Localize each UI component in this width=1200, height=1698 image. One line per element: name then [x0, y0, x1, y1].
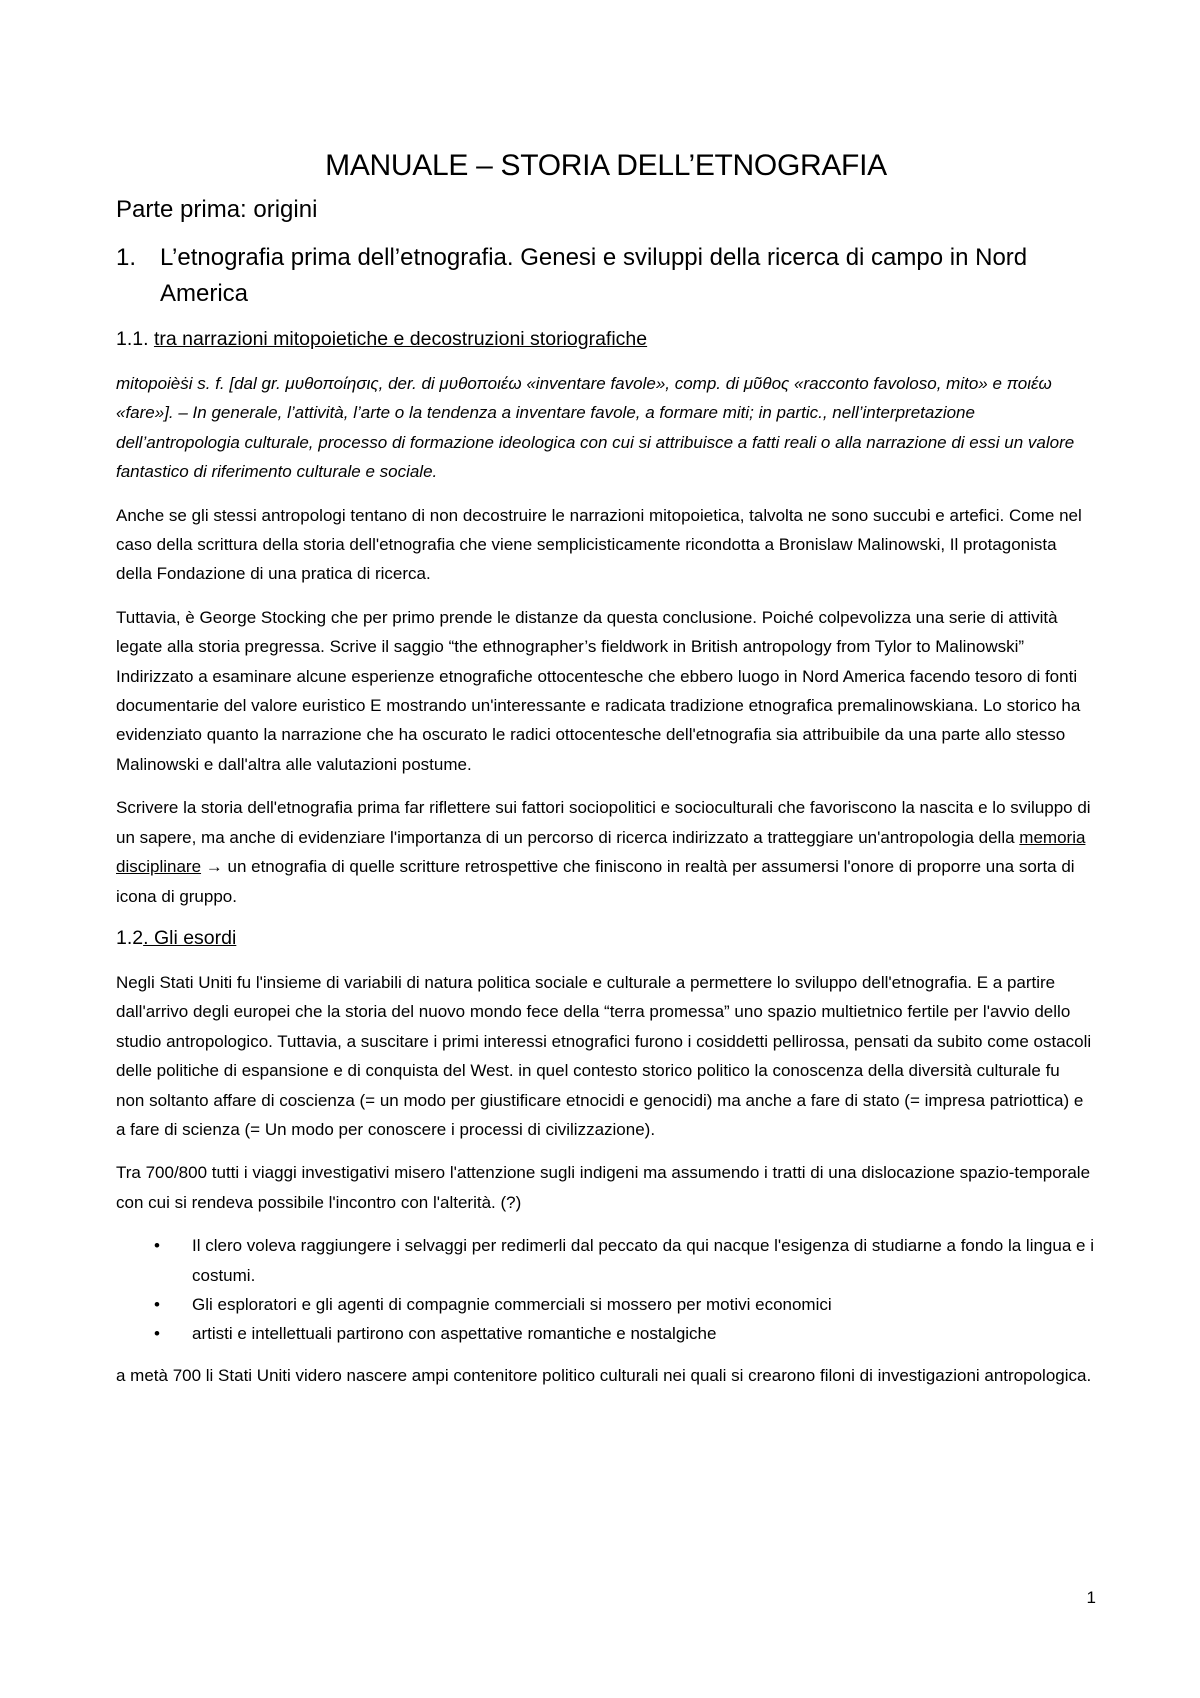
section-number: 1.2: [116, 926, 144, 949]
paragraph: Negli Stati Uniti fu l'insieme di variabili di natura politica sociale e culturale a permettere lo sviluppo dell'etnografia. E a partire dall'arrivo degli europei che la storia del nuovo mondo fece della “terra promessa” uno spazio multietnico fertile per l'avvio dello studio antropologico. Tuttavia, a suscitare i primi interessi etnografici furono i cosiddetti pellirossa, pensati da subito come ostacoli delle politiche di espansione e di conquista del West. in quel contesto storico politico la conoscenza della diversità culturale fu non soltanto affare di coscienza (= un modo per giustificare etnocidi e genocidi) ma anche a fare di stato (= impresa patriottica) e a fare di scienza (= Un modo per conoscere i processi di civilizzazione).: [116, 972, 1092, 1139]
paragraph: [116, 793, 1096, 911]
chapter-heading: [116, 240, 1096, 312]
paragraph: a metà 700 li Stati Uniti videro nascere ampi contenitore politico culturali nei quali si crearono filoni di investigazioni antropologica.: [116, 1365, 1092, 1385]
section-heading-1-2: [116, 925, 1096, 952]
section-title: . Gli esordi: [143, 926, 237, 949]
memoria-disciplinare-term: memoria disciplinare: [116, 827, 1086, 877]
list-item-text: Il clero voleva raggiungere i selvaggi per redimerli dal peccato da qui nacque l'esigenza di studiarne a fondo la lingua e i costumi.: [192, 1236, 1094, 1285]
arrow-right-icon: →: [201, 857, 228, 877]
document-title: MANUALE – STORIA DELL’ETNOGRAFIA: [325, 149, 887, 182]
list-item-text: artisti e intellettuali partirono con aspettative romantiche e nostalgiche: [192, 1324, 717, 1344]
chapter-number: 1.: [116, 244, 137, 271]
section-heading-1-1: [116, 326, 1096, 353]
bullet-icon: •: [154, 1294, 160, 1314]
paragraph-text: un etnografia di quelle scritture retrospettive che finiscono in realtà per assumersi l'onore di proporre una sorta di icona di gruppo.: [116, 857, 1075, 906]
definition-paragraph: mitopoièṡi s. f. [dal gr. μυθοποίησις, der. di μυθοποιέω «inventare favole», comp. di μῦθος «racconto favoloso, mito» e ποιέω «fare»]. – In generale, l’attività, l’arte o la tendenza a inventare favole, a formare miti; in partic., nell’interpretazione dell’antropologia culturale, processo di formazione ideologica con cui si attribuisce a fatti reali o alla narrazione di essi un valore fantastico di riferimento culturale e sociale.: [116, 374, 1075, 482]
page-content: [116, 146, 1096, 1404]
paragraph: Tra 700/800 tutti i viaggi investigativi misero l'attenzione sugli indigeni ma assumendo i tratti di una dislocazione spazio-temporale con cui si rendeva possibile l'incontro con l'alterità. (?): [116, 1163, 1091, 1212]
paragraph: Tuttavia, è George Stocking che per primo prende le distanze da questa conclusione. Poiché colpevolizza una serie di attività legate alla storia pregressa. Scrive il saggio “the ethnographer’s fieldwork in British antropology from Tylor to Malinowski” Indirizzato a esaminare alcune esperienze etnografiche ottocentesche che ebbero luogo in Nord America facendo tesoro di fonti documentarie del valore euristico E mostrando un'interessante e radicata tradizione etnografica premalinowskiana. Lo storico ha evidenziato quanto la narrazione che ha oscurato le radici ottocentesche dell'etnografia sia attribuibile da una parte allo stesso Malinowski e dall'altra alle valutazioni postume.: [116, 607, 1081, 774]
paragraph-text: Scrivere la storia dell'etnografia prima far riflettere sui fattori sociopolitici e socioculturali che favoriscono la nascita e lo sviluppo di un sapere, ma anche di evidenziare l'importanza di un percorso di ricerca indirizzato a tratteggiare un'antropologia della: [116, 798, 1091, 847]
bullet-icon: •: [154, 1236, 160, 1256]
page-number: 1: [1086, 1588, 1096, 1607]
list-item: [116, 1231, 1096, 1290]
section-title: tra narrazioni mitopoietiche e decostruzioni storiografiche: [153, 328, 648, 350]
list-item: [116, 1290, 1096, 1319]
bullet-list: [116, 1231, 1096, 1349]
chapter-title: L’etnografia prima dell’etnografia. Genesi e sviluppi della ricerca di campo in Nord America: [160, 244, 1028, 307]
list-item: [116, 1319, 1096, 1348]
section-number: 1.1.: [116, 328, 149, 350]
bullet-icon: •: [154, 1324, 160, 1344]
list-item-text: Gli esploratori e gli agenti di compagnie commerciali si mossero per motivi economici: [192, 1294, 832, 1314]
paragraph: Anche se gli stessi antropologi tentano di non decostruire le narrazioni mitopoietica, talvolta ne sono succubi e artefici. Come nel caso della scrittura della storia dell'etnografia che viene semplicisticamente ricondotta a Bronislaw Malinowski, Il protagonista della Fondazione di una pratica di ricerca.: [116, 505, 1082, 584]
part-title: Parte prima: origini: [116, 196, 318, 223]
